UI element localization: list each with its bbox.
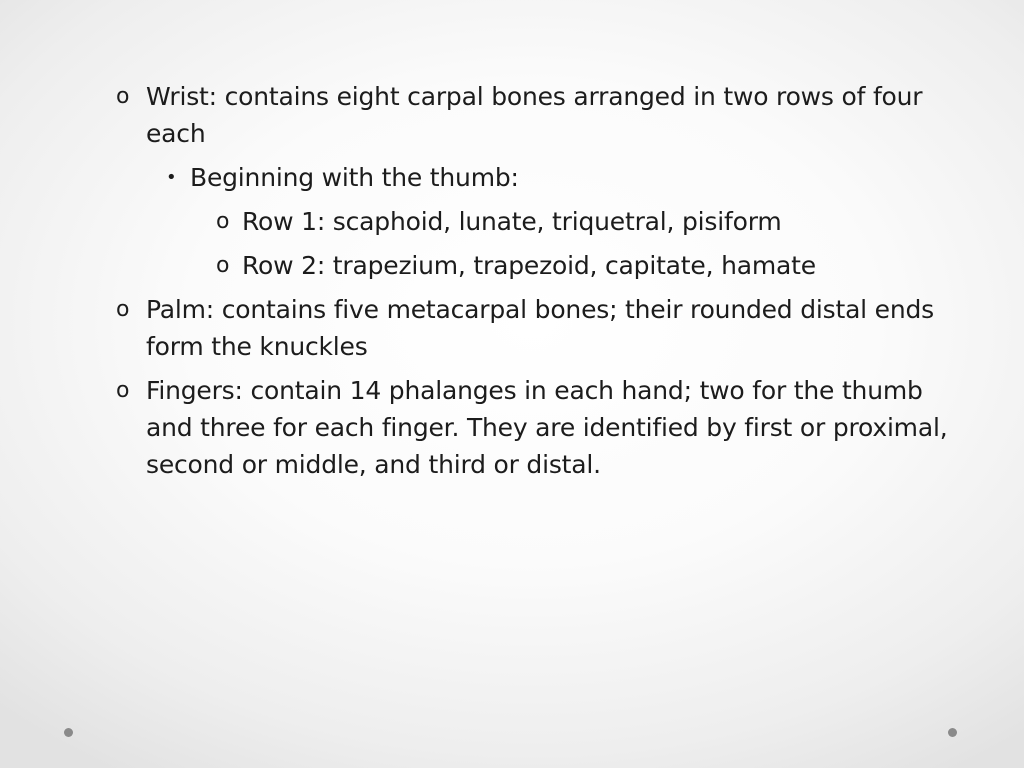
bullet-text: Palm: contains five metacarpal bones; their rounded distal ends form the knuckles (146, 295, 934, 361)
bullet-text: Wrist: contains eight carpal bones arranged in two rows of four each (146, 82, 923, 148)
bullet-row-1 (110, 203, 970, 240)
bullet-marker: • (166, 167, 177, 188)
bullet-wrist (110, 78, 970, 152)
bullet-marker: o (116, 378, 130, 403)
bullet-text: Beginning with the thumb: (190, 163, 519, 192)
bullet-row-2 (110, 247, 970, 284)
corner-dot-right (948, 728, 957, 737)
bullet-beginning-with-thumb (110, 159, 970, 196)
bullet-marker: o (216, 253, 230, 278)
bullet-fingers (110, 372, 970, 483)
bullet-text: Row 1: scaphoid, lunate, triquetral, pisiform (242, 207, 782, 236)
bullet-marker: o (116, 297, 130, 322)
bullet-palm (110, 291, 970, 365)
bullet-marker: o (216, 209, 230, 234)
bullet-text: Row 2: trapezium, trapezoid, capitate, hamate (242, 251, 816, 280)
bullet-list (110, 78, 970, 490)
bullet-marker: o (116, 84, 130, 109)
corner-dot-left (64, 728, 73, 737)
bullet-text: Fingers: contain 14 phalanges in each hand; two for the thumb and three for each finger. They are identified by first or proximal, second or middle, and third or distal. (146, 376, 948, 479)
